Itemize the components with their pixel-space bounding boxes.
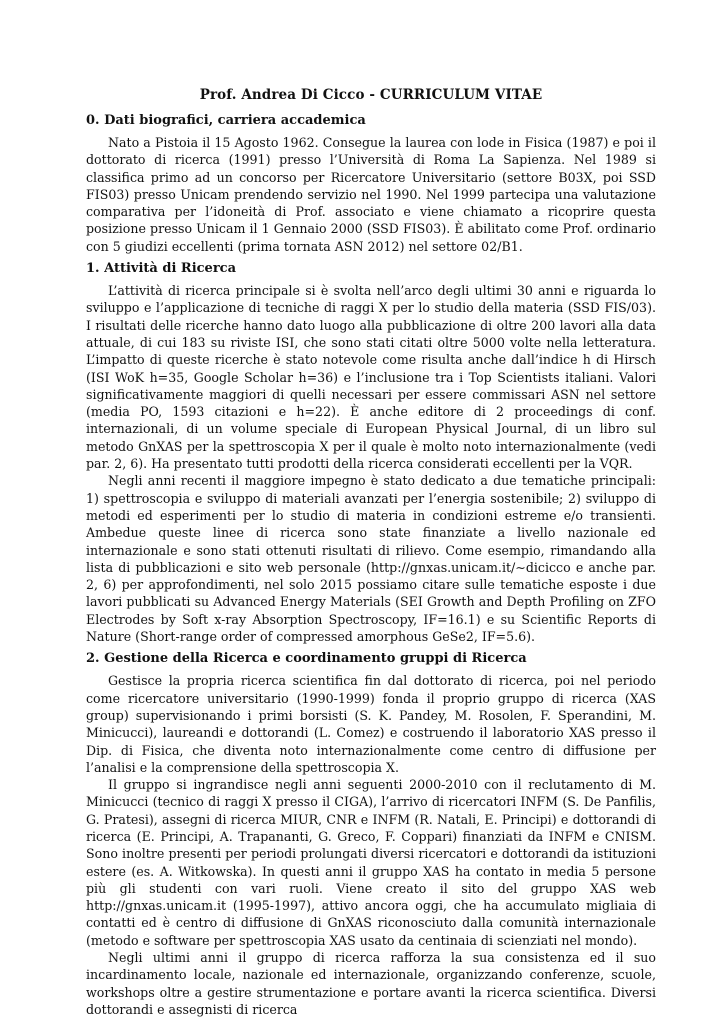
document-title: Prof. Andrea Di Cicco - CURRICULUM VITAE [199,87,543,103]
document-page [86,86,656,1022]
section-heading: 2. Gestione della Ricerca e coordinamento gruppi di Ricerca [86,651,527,667]
paragraph: L’attività di ricerca principale si è svolta nell’arco degli ultimi 30 anni e riguarda lo sviluppo e l’applicazione di tecniche di raggi X per lo studio della materia (SSD FIS/03). I risultati delle ricerche hanno dato luogo alla pubblicazione di oltre 200 lavori alla data attuale, di cui 183 su riviste ISI, che sono stati citati oltre 5000 volte nella letteratura. L’impatto di queste ricerche è stato notevole come risulta anche dall’indice h di Hirsch (ISI WoK h=35, Google Scholar h=36) e l’inclusione tra i Top Scientists italiani. Valori significativamente maggiori di quelli necessari per essere commissari ASN nel settore (media PO, 1593 citazioni e h=22). È anche editore di 2 proceedings di conf. internazionali, di un volume speciale di European Physical Journal, di un libro sul metodo GnXAS per la spettroscopia X per il quale è molto noto internazionalmente (vedi par. 2, 6). Ha presentato tutti prodotti della ricerca considerati eccellenti per la VQR. [86,283,656,472]
section-heading: 1. Attività di Ricerca [86,261,237,277]
section-bio [86,112,656,255]
section-research [86,260,656,645]
paragraph: Negli ultimi anni il gruppo di ricerca rafforza la sua consistenza ed il suo incardinamento locale, nazionale ed internazionale, organizzando conferenze, scuole, workshops oltre a gestire strumentazione e portare avanti la ricerca scientifica. Diversi dottorandi e assegnisti di ricerca [86,950,656,1017]
paragraph: Negli anni recenti il maggiore impegno è stato dedicato a due tematiche principali: 1) spettroscopia e sviluppo di materiali avanzati per l’energia sostenibile; 2) sviluppo di metodi ed esperimenti per lo studio di materia in condizioni estreme e/o transienti. Ambedue queste linee di ricerca sono state finanziate a livello nazionale ed internazionale e sono stati ottenuti risultati di rilievo. Come esempio, rimandando alla lista di pubblicazioni e sito web personale (http://gnxas.unicam.it/∼dicicco e anche par. 2, 6) per approfondimenti, nel solo 2015 possiamo citare sulle tematiche esposte i due lavori pubblicati su Advanced Energy Materials (SEI Growth and Depth Profiling on ZFO Electrodes by Soft x-ray Absorption Spectroscopy, IF=16.1) e su Scientific Reports di Nature (Short-range order of compressed amorphous GeSe2, IF=5.6). [86,473,656,645]
paragraph: Il gruppo si ingrandisce negli anni seguenti 2000-2010 con il reclutamento di M. Minicucci (tecnico di raggi X presso il CIGA), l’arrivo di ricercatori INFM (S. De Panfilis, G. Pratesi), assegni di ricerca MIUR, CNR e INFM (R. Natali, E. Principi) e dottorandi di ricerca (E. Principi, A. Trapananti, G. Greco, F. Coppari) finanziati da INFM e CNISM. Sono inoltre presenti per periodi prolungati diversi ricercatori e dottorandi da istituzioni estere (es. A. Witkowska). In questi anni il gruppo XAS ha contato in media 5 persone più gli studenti con vari ruoli. Viene creato il sito del gruppo XAS web http://gnxas.unicam.it (1995-1997), attivo ancora oggi, che ha accumulato migliaia di contatti ed è centro di diffusione di GnXAS riconosciuto dalla comunità internazionale (metodo e software per spettroscopia XAS usato da centinaia di scienziati nel mondo). [86,777,656,948]
paragraph: Nato a Pistoia il 15 Agosto 1962. Consegue la laurea con lode in Fisica (1987) e poi il dottorato di ricerca (1991) presso l’Università di Roma La Sapienza. Nel 1989 si classifica primo ad un concorso per Ricercatore Universitario (settore B03X, poi SSD FIS03) presso Unicam prendendo servizio nel 1990. Nel 1999 partecipa una valutazione comparativa per l’idoneità di Prof. associato e viene chiamato a ricoprire questa posizione presso Unicam il 1 Gennaio 2000 (SSD FIS03). È abilitato come Prof. ordinario con 5 giudizi eccellenti (prima tornata ASN 2012) nel settore 02/B1. [86,135,656,254]
section-management [86,650,656,1018]
section-heading: 0. Dati biografici, carriera accademica [86,113,366,128]
paragraph: Gestisce la propria ricerca scientifica fin dal dottorato di ricerca, poi nel periodo come ricercatore universitario (1990-1999) fonda il proprio gruppo di ricerca (XAS group) supervisionando i primi borsisti (S. K. Pandey, M. Rosolen, F. Sperandini, M. Minicucci), laureandi e dottorandi (L. Comez) e costruendo il laboratorio XAS presso il Dip. di Fisica, che diventa noto internazionalmente come centro di diffusione per l’analisi e la comprensione della spettroscopia X. [86,673,656,775]
